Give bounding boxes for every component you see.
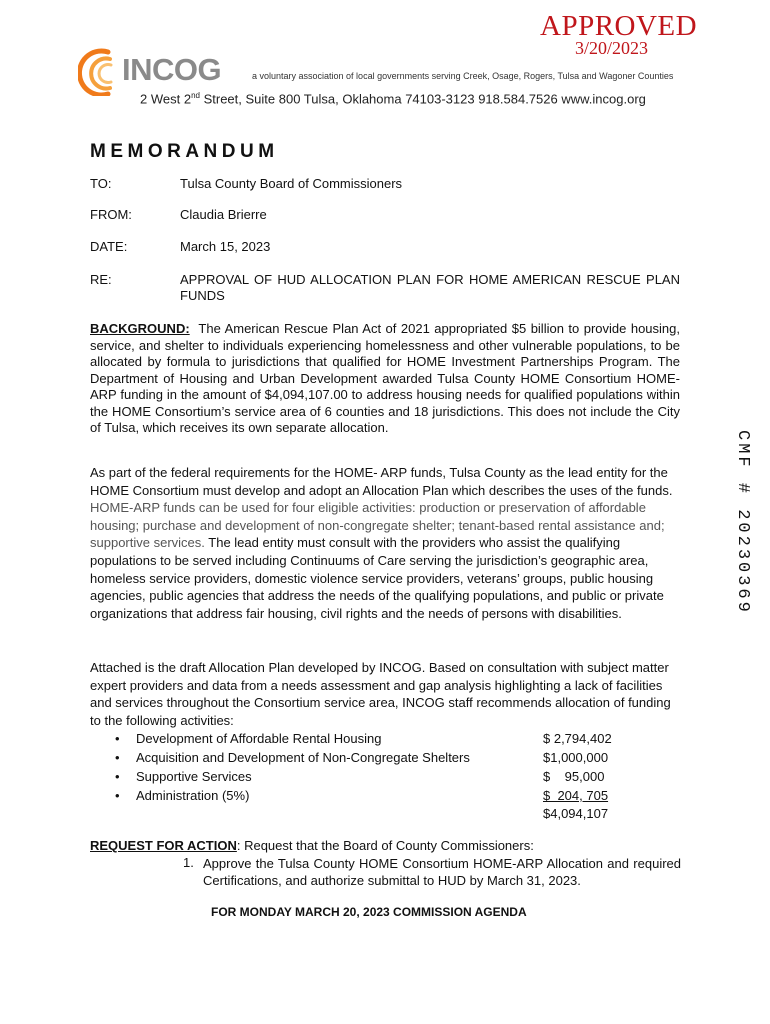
org-address: 2 West 2nd Street, Suite 800 Tulsa, Oklahoma 74103-3123 918.584.7526 www.incog.org xyxy=(140,91,646,107)
allocation-total: $4,094,107 xyxy=(543,806,609,821)
bullet-icon: • xyxy=(115,769,120,784)
request-item-number: 1. xyxy=(183,855,194,870)
to-label: TO: xyxy=(90,176,112,191)
org-tagline: a voluntary association of local governments serving Creek, Osage, Rogers, Tulsa and Wagoner Counties xyxy=(252,71,674,81)
bullet-icon: • xyxy=(115,750,120,765)
re-label: RE: xyxy=(90,272,112,287)
requirements-paragraph: As part of the federal requirements for the HOME- ARP funds, Tulsa County as the lead entity for the HOME Consortium must develop and adopt an Allocation Plan which describes the uses of the funds. HOME-ARP funds can be used for four eligible activities: production or preservation of affordable housing; purchase and development of non-congregate shelter; tenant-based rental assistance and; supportive services. The lead entity must consult with the providers who assist the qualifying populations to be served including Continuums of Care serving the jurisdiction’s geographic area, homeless service providers, domestic violence service providers, veterans’ groups, public housing agencies, public agencies that address the needs of the qualifying populations, and public or private organizations that address fair housing, civil rights and the needs of persons with disabilities. xyxy=(90,465,673,621)
allocation-paragraph: Attached is the draft Allocation Plan developed by INCOG. Based on consultation with subject matter expert providers and data from a needs assessment and gap analysis highlighting a lack of facilities and services throughout the Consortium service area, INCOG staff recommends allocation of funding to the following activities: xyxy=(90,660,671,728)
allocation-label: Acquisition and Development of Non-Congregate Shelters xyxy=(136,750,470,765)
allocation-amount: $ 95,000 xyxy=(543,769,605,784)
request-item: Approve the Tulsa County HOME Consortium HOME-ARP Allocation and required Certifications, and authorize submittal to HUD by March 31, 2023. xyxy=(203,856,681,888)
cmf-side-stamp: CMF # 20230369 xyxy=(733,430,752,615)
memo-title: MEMORANDUM xyxy=(90,141,279,162)
approved-stamp-date: 3/20/2023 xyxy=(575,38,649,58)
org-logo-text: INCOG xyxy=(122,52,222,87)
allocation-label: Supportive Services xyxy=(136,769,252,784)
allocation-amount: $1,000,000 xyxy=(543,750,609,765)
date-label: DATE: xyxy=(90,239,128,254)
re-value: APPROVAL OF HUD ALLOCATION PLAN FOR HOME AMERICAN RESCUE PLAN FUNDS xyxy=(180,272,680,303)
request-heading: REQUEST FOR ACTION xyxy=(90,838,237,853)
request-line: REQUEST FOR ACTION: Request that the Board of County Commissioners: xyxy=(90,838,534,853)
allocation-label: Development of Affordable Rental Housing xyxy=(136,731,382,746)
from-label: FROM: xyxy=(90,207,132,222)
bullet-icon: • xyxy=(115,788,120,803)
background-heading: BACKGROUND: xyxy=(90,321,190,336)
allocation-amount: $ 2,794,402 xyxy=(543,731,612,746)
to-value: Tulsa County Board of Commissioners xyxy=(180,176,403,191)
date-value: March 15, 2023 xyxy=(180,239,271,254)
agenda-line: FOR MONDAY MARCH 20, 2023 COMMISSION AGENDA xyxy=(211,905,527,919)
approved-stamp-title: APPROVED xyxy=(540,10,698,42)
background-paragraph: BACKGROUND: The American Rescue Plan Act of 2021 appropriated $5 billion to provide housing, service, and shelter to individuals experiencing homelessness and other vulnerable populations, to be allocated by formula to jurisdictions that qualified for HOME Investment Partnerships Program. The Department of Housing and Urban Development awarded Tulsa County HOME Consortium HOME-ARP funding in the amount of $4,094,107.00 to address housing needs for qualified populations within the HOME Consortium’s service area of 6 counties and 18 jurisdictions. This does not include the City of Tulsa, which receives its own separate allocation. xyxy=(90,321,680,435)
allocation-amount: $ 204, 705 xyxy=(543,788,609,803)
from-value: Claudia Brierre xyxy=(180,207,267,222)
bullet-icon: • xyxy=(115,731,120,746)
allocation-label: Administration (5%) xyxy=(136,788,250,803)
